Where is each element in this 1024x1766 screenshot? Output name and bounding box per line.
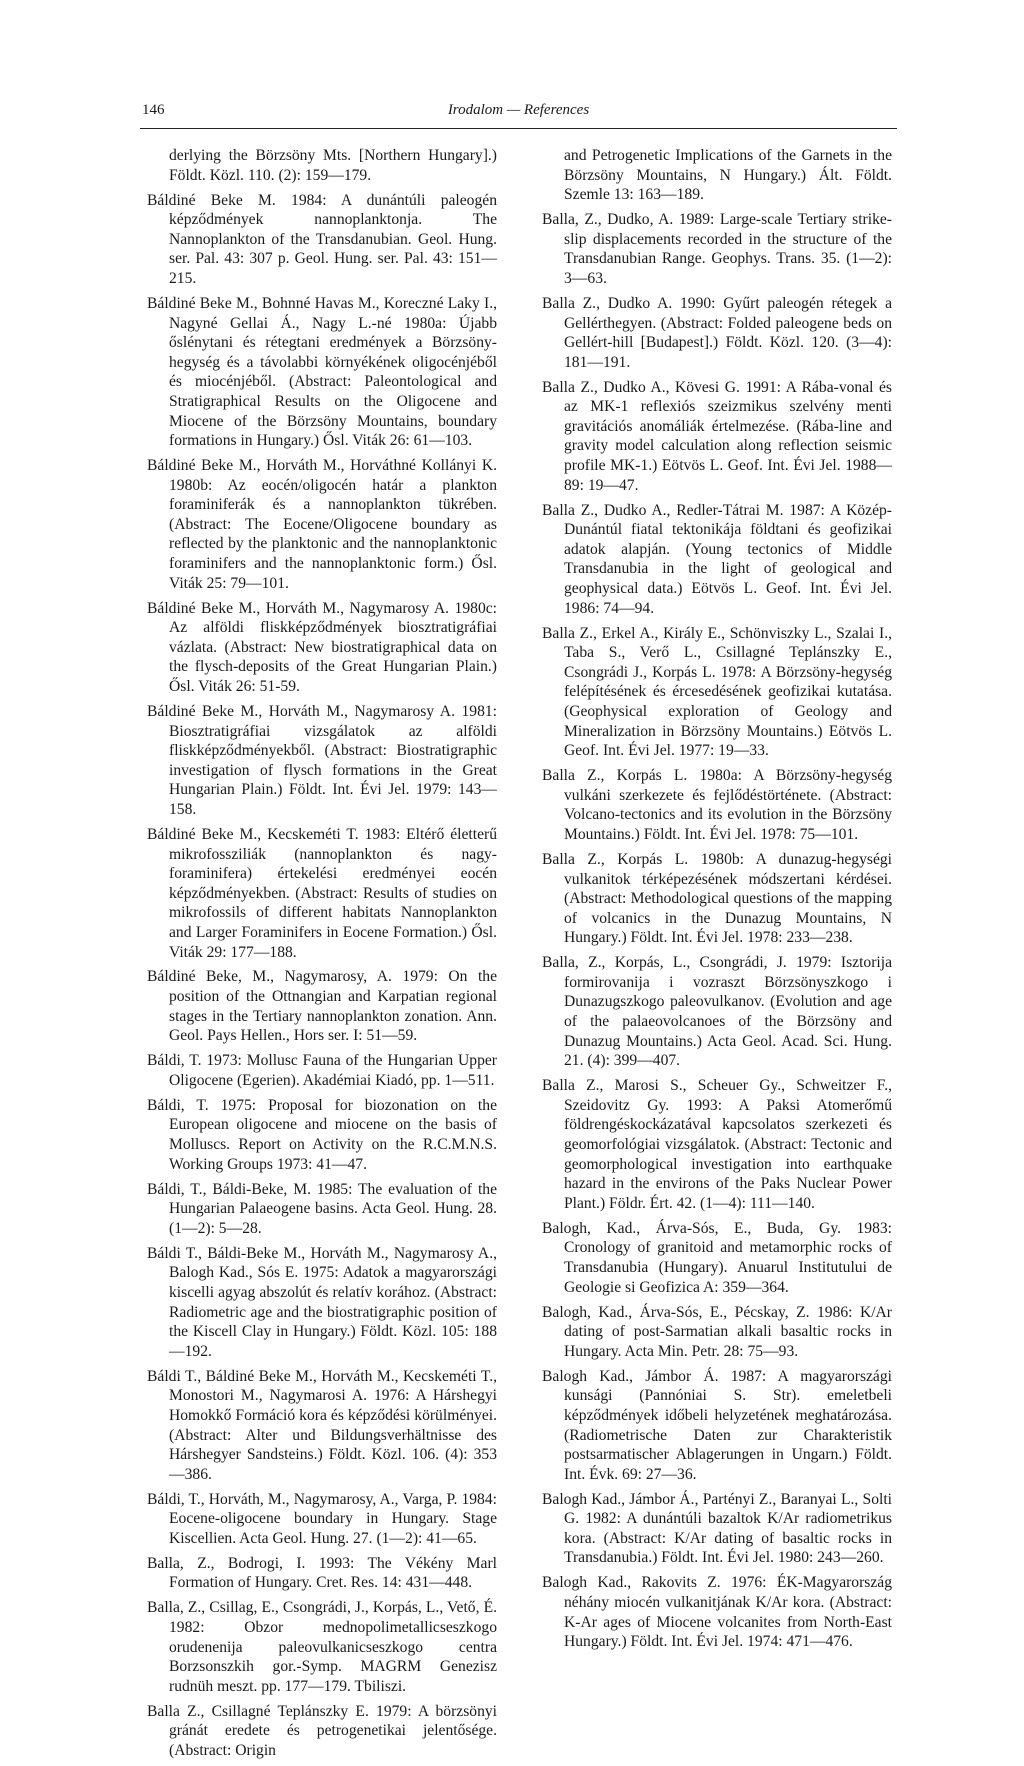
reference-entry: Balla, Z., Csillag, E., Csongrádi, J., Korpás, L., Vető, É. 1982: Obzor mednopolimetallicseszkogo orudenenija paleovulkanicseszkogo centra Borzsonszkih gor.-Symp. MAGRM Genezisz rudnüh meszt. pp. 177—179. Tbiliszi.	[147, 1599, 497, 1695]
reference-entry: and Petrogenetic Implications of the Garnets in the Börzsöny Mountains, N Hungary.) Ált. Földt. Szemle 13: 163—189.	[564, 147, 892, 204]
reference-entry: Balla, Z., Korpás, L., Csongrádi, J. 1979: Isztorija formirovanija i vozraszt Börzsönyszkogo i Dunazugszkogo paleovulkanov. (Evolution and age of the palaeovolcanoes of the Börzsöny and Dunazug Mountains.) Acta Geol. Acad. Sci. Hung. 21. (4): 399—407.	[542, 954, 892, 1070]
reference-entry: Balogh, Kad., Árva-Sós, E., Pécskay, Z. 1986: K/Ar dating of post-Sarmatian alkali basaltic rocks in Hungary. Acta Min. Petr. 28: 75—93.	[542, 1303, 892, 1360]
reference-entry: Balogh Kad., Jámbor Á. 1987: A magyarországi kunsági (Pannóniai S. Str). emeletbeli képződmények időbeli helyzetének meghatározása. (Radiometrische Daten zur Charakteristik postsarmatischer Ablagerungen in Ungarn.) Földt. Int. Évk. 69: 27—36.	[542, 1367, 892, 1483]
reference-entry: Balla Z., Korpás L. 1980b: A dunazug-hegységi vulkanitok térképezésének módszertani kérdései. (Abstract: Methodological questions of the mapping of volcanics in the Dunazug Mountains, N Hungary.) Földt. Int. Évi Jel. 1978: 233—238.	[542, 850, 892, 947]
reference-entry: Balla Z., Dudko A. 1990: Gyűrt paleogén rétegek a Gellérthegyen. (Abstract: Folded paleogene beds on Gellért-hill [Budapest].) Földt. Közl. 120. (3—4): 181—191.	[542, 294, 892, 371]
references-column-right	[542, 146, 892, 1657]
reference-entry: Báldiné Beke M. 1984: A dunántúli paleogén képződmények nannoplanktonja. The Nannoplankton of the Transdanubian. Geol. Hung. ser. Pal. 43: 307 p. Geol. Hung. ser. Pal. 43: 151—215.	[147, 191, 497, 287]
running-title: Irodalom — References	[447, 102, 590, 118]
reference-entry: Balla Z., Dudko A., Redler-Tátrai M. 1987: A Közép-Dunántúl fiatal tektonikája földtani és geofizikai adatok alapján. (Young tectonics of Middle Transdanubia in the light of geological and geophysical data.) Eötvös L. Geof. Int. Évi Jel. 1986: 74—94.	[542, 501, 892, 617]
reference-entry: Balogh Kad., Rakovits Z. 1976: ÉK-Magyarország néhány miocén vulkanitjának K/Ar kora. (Abstract: K-Ar ages of Miocene volcanites from North-East Hungary.) Földt. Int. Évi Jel. 1974: 471—476.	[542, 1574, 892, 1651]
page-number: 146	[142, 102, 165, 118]
reference-entry: Báldi, T., Horváth, M., Nagymarosy, A., Varga, P. 1984: Eocene-oligocene boundary in Hungary. Stage Kiscellien. Acta Geol. Hung. 27. (1—2): 41—65.	[147, 1490, 497, 1547]
reference-entry: Báldiné Beke, M., Nagymarosy, A. 1979: On the position of the Ottnangian and Karpatian regional stages in the Tertiary nannoplankton zonation. Ann. Geol. Pays Hellen., Hors ser. I: 51—59.	[147, 968, 497, 1045]
references-column-left	[147, 146, 497, 1766]
reference-entry: Báldiné Beke M., Horváth M., Nagymarosy A. 1980c: Az alföldi fliskképződmények biosztratigráfiai vázlata. (Abstract: New biostratigraphical data on the flysch-deposits of the Great Hungarian Plain.) Ősl. Viták 26: 51-59.	[147, 599, 497, 695]
reference-entry: Balla, Z., Bodrogi, I. 1993: The Vékény Marl Formation of Hungary. Cret. Res. 14: 431—448.	[147, 1554, 497, 1592]
reference-entry: derlying the Börzsöny Mts. [Northern Hungary].) Földt. Közl. 110. (2): 159—179.	[169, 147, 497, 184]
reference-entry: Balogh, Kad., Árva-Sós, E., Buda, Gy. 1983: Cronology of granitoid and metamorphic rocks of Transdanubia (Hungary). Anuarul Institutului de Geologie si Geofizica A: 359—364.	[542, 1219, 892, 1296]
header-divider	[140, 128, 897, 129]
reference-entry: Báldi T., Báldiné Beke M., Horváth M., Kecskeméti T., Monostori M., Nagymarosi A. 1976: A Hárshegyi Homokkő Formáció kora és képződési körülményei. (Abstract: Alter und Bildungsverhältnisse des Hárshegyer Sandsteins.) Földt. Közl. 106. (4): 353—386.	[147, 1367, 497, 1483]
reference-entry: Balla, Z., Dudko, A. 1989: Large-scale Tertiary strike-slip displacements recorded in the structure of the Transdanubian Range. Geophys. Trans. 35. (1—2): 3—63.	[542, 211, 892, 287]
reference-entry: Báldi, T. 1973: Mollusc Fauna of the Hungarian Upper Oligocene (Egerien). Akadémiai Kiadó, pp. 1—511.	[147, 1052, 497, 1089]
reference-entry: Báldiné Beke M., Kecskeméti T. 1983: Eltérő életterű mikrofossziliák (nannoplankton és nagy-foraminifera) értekelési eredményei eocén képződményekben. (Abstract: Results of studies on mikrofossils of different habitats Nannoplankton and Larger Foraminifers in Eocene Formation.) Ősl. Viták 29: 177—188.	[147, 825, 497, 961]
reference-entry: Balla Z., Erkel A., Király E., Schönviszky L., Szalai I., Taba S., Verő L., Csillagné Teplánszky E., Csongrádi J., Korpás L. 1978: A Börzsöny-hegység felépítésének és ércesedésének geofizikai kutatása. (Geophysical exploration of Geology and Mineralization in Börzsöny Mountains.) Eötvös L. Geof. Int. Évi Jel. 1977: 19—33.	[542, 624, 892, 760]
reference-entry: Báldiné Beke M., Bohnné Havas M., Koreczné Laky I., Nagyné Gellai Á., Nagy L.-né 1980a: Újabb őslénytani és rétegtani eredmények a Börzsöny-hegység és a távolabbi környékének oligocénjéből és miocénjéből. (Abstract: Paleontological and Stratigraphical Results on the Oligocene and Miocene of the Börzsöny Mountains, boundary formations in Hungary.) Ősl. Viták 26: 61—103.	[147, 294, 497, 450]
reference-entry: Balla Z., Korpás L. 1980a: A Börzsöny-hegység vulkáni szerkezete és fejlődéstörténete. (Abstract: Volcano-tectonics and its evolution in the Börzsöny Mountains.) Földt. Int. Évi Jel. 1978: 75—101.	[542, 767, 892, 843]
reference-entry: Báldiné Beke M., Horváth M., Nagymarosy A. 1981: Biosztratigráfiai vizsgálatok az alföldi fliskképződményekből. (Abstract: Biostratigraphic investigation of flysch formations in the Great Hungarian Plain.) Földt. Int. Évi Jel. 1979: 143—158.	[147, 702, 497, 818]
page-header	[140, 100, 897, 126]
reference-entry: Báldi, T. 1975: Proposal for biozonation on the European oligocene and miocene on the basis of Molluscs. Report on Activity on the R.C.M.N.S. Working Groups 1973: 41—47.	[147, 1096, 497, 1173]
reference-entry: Balla Z., Dudko A., Kövesi G. 1991: A Rába-vonal és az MK-1 reflexiós szeizmikus szelvény menti gravitációs anomáliák értelmezése. (Rába-line and gravity model calculation along reflection seismic profile MK-1.) Eötvös L. Geof. Int. Évi Jel. 1988—89: 19—47.	[542, 378, 892, 494]
reference-entry: Balogh Kad., Jámbor Á., Partényi Z., Baranyai L., Solti G. 1982: A dunántúli bazaltok K/Ar radiometrikus kora. (Abstract: K/Ar dating of basaltic rocks in Transdanubia.) Földt. Int. Évi Jel. 1980: 243—260.	[542, 1490, 892, 1567]
reference-entry: Balla Z., Marosi S., Scheuer Gy., Schweitzer F., Szeidovitz Gy. 1993: A Paksi Atomerőmű földrengéskockázatával kapcsolatos szerkezeti és geomorfológiai vizsgálatok. (Abstract: Tectonic and geomorphological investigation into earthquake hazard in the environs of the Paks Nuclear Power Plant.) Földr. Ért. 42. (1—4): 111—140.	[542, 1077, 892, 1212]
reference-entry: Balla Z., Csillagné Teplánszky E. 1979: A börzsönyi gránát eredete és petrogenetikai jelentősége. (Abstract: Origin	[147, 1702, 497, 1759]
reference-entry: Báldiné Beke M., Horváth M., Horváthné Kollányi K. 1980b: Az eocén/oligocén határ a plankton foraminiferák és a nannoplankton tükrében. (Abstract: The Eocene/Oligocene boundary as reflected by the planktonic and the nannoplanktonic foraminifers and the nannoplanktonic form.) Ősl. Viták 25: 79—101.	[147, 457, 497, 592]
reference-entry: Báldi, T., Báldi-Beke, M. 1985: The evaluation of the Hungarian Palaeogene basins. Acta Geol. Hung. 28. (1—2): 5—28.	[147, 1180, 497, 1237]
reference-entry: Báldi T., Báldi-Beke M., Horváth M., Nagymarosy A., Balogh Kad., Sós E. 1975: Adatok a magyarországi kiscelli agyag abszolút és relatív korához. (Abstract: Radiometric age and the biostratigraphic position of the Kiscell Clay in Hungary.) Földt. Közl. 105: 188—192.	[147, 1244, 497, 1360]
